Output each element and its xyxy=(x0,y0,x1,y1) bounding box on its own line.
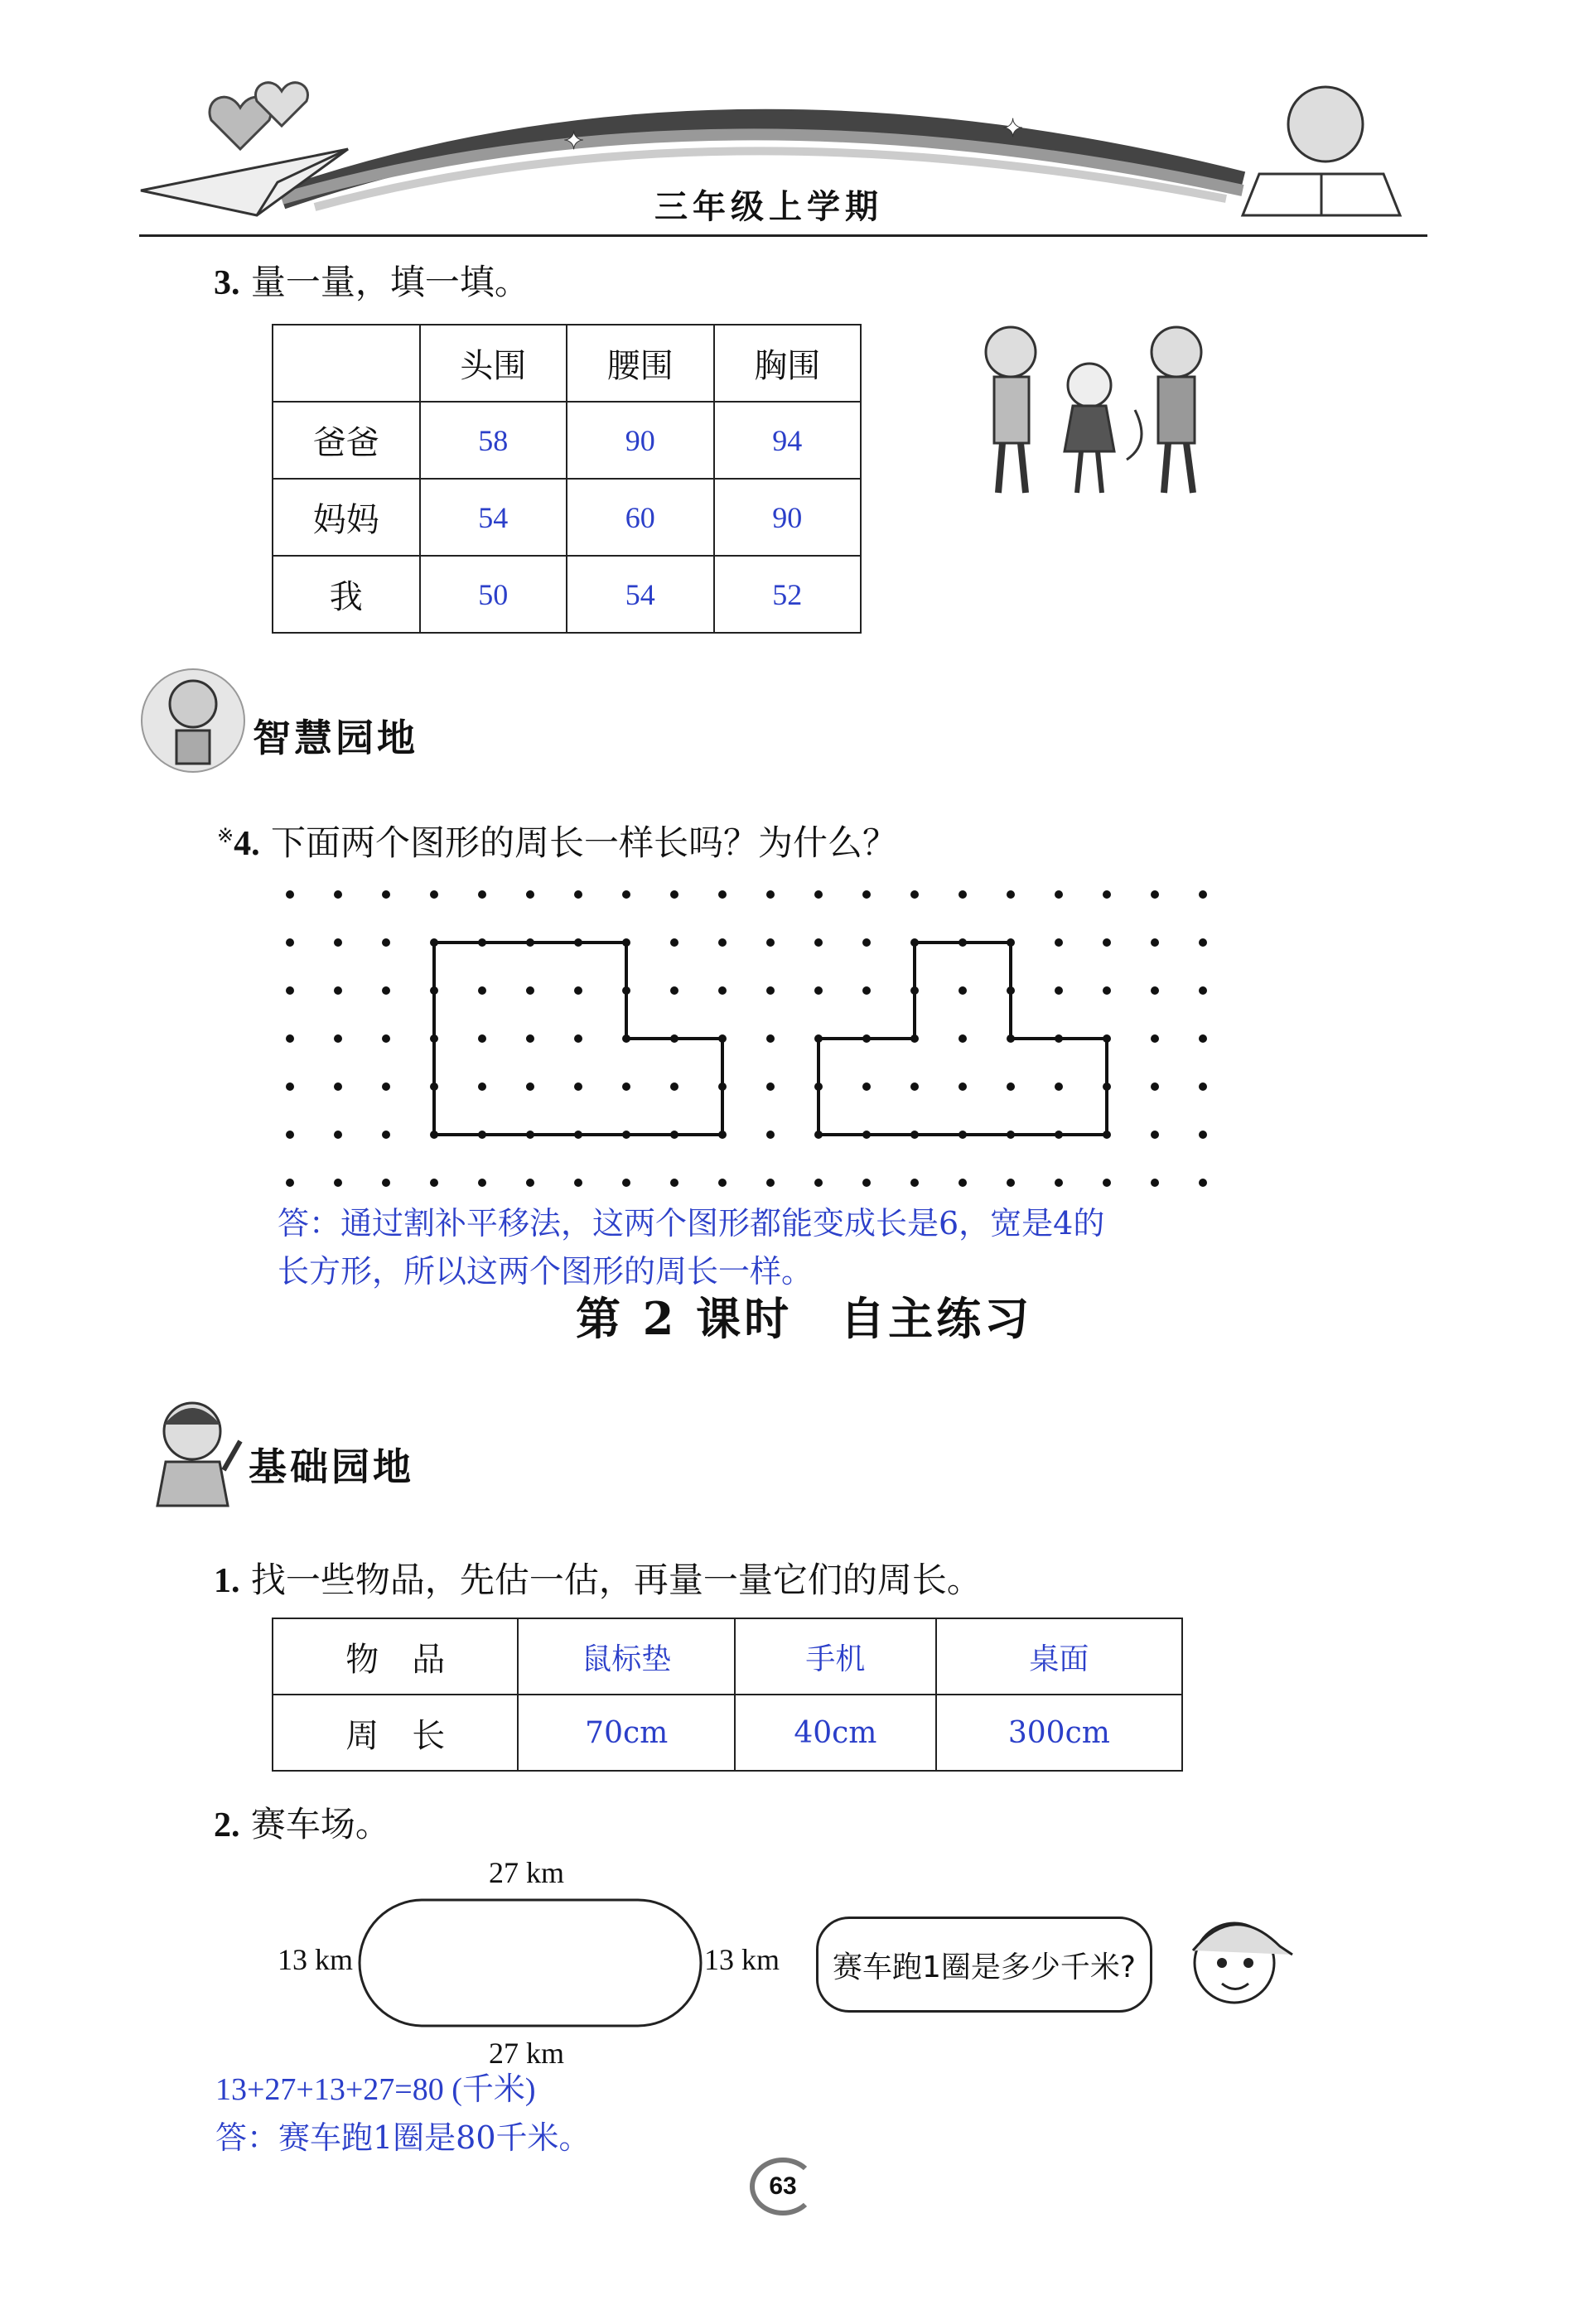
table-row xyxy=(273,1695,1182,1771)
grid-dot xyxy=(334,1082,342,1091)
question-number: 2. xyxy=(214,1806,240,1844)
table-header-cell: 腰围 xyxy=(567,325,714,402)
grid-dot xyxy=(670,890,678,899)
table-header-cell: 胸围 xyxy=(714,325,862,402)
table-row xyxy=(273,556,861,633)
grid-dot xyxy=(718,938,727,947)
grid-dot xyxy=(718,890,727,899)
track-top-length: 27 km xyxy=(489,1856,565,1889)
speech-bubble: 赛车跑1圈是多少千米? xyxy=(816,1917,1152,2013)
grid-dot xyxy=(574,1179,582,1187)
grid-dot xyxy=(1199,986,1207,995)
grid-dot xyxy=(1151,1131,1159,1139)
grid-dot xyxy=(622,1082,630,1091)
grid-dot xyxy=(1151,1179,1159,1187)
grid-dot xyxy=(1055,938,1063,947)
grid-dot xyxy=(910,1179,919,1187)
grid-dot xyxy=(862,1082,871,1091)
question-text: 找一些物品，先估一估，再量一量它们的周长。 xyxy=(250,1560,982,1600)
grid-dot xyxy=(286,986,294,995)
svg-text:✦: ✦ xyxy=(563,127,585,156)
table-row xyxy=(273,479,861,556)
grid-dot xyxy=(382,938,390,947)
grid-dot xyxy=(1055,1082,1063,1091)
grid-dot xyxy=(862,938,871,947)
grid-dot xyxy=(382,1034,390,1043)
question-4 xyxy=(217,816,897,865)
grid-dot xyxy=(478,1082,486,1091)
grid-dot xyxy=(766,1131,775,1139)
grid-dot xyxy=(334,986,342,995)
grid-dot xyxy=(766,1034,775,1043)
header-rule xyxy=(139,234,1427,237)
grid-dot xyxy=(526,890,534,899)
grid-dot xyxy=(526,1082,534,1091)
grid-dot xyxy=(814,890,823,899)
grid-dot xyxy=(382,1179,390,1187)
track-right-length: 13 km xyxy=(704,1943,780,1976)
grid-dot xyxy=(670,986,678,995)
grid-dot xyxy=(1199,1082,1207,1091)
question-number: 4. xyxy=(234,825,260,863)
grid-dot xyxy=(430,1179,438,1187)
grid-dot xyxy=(959,1082,967,1091)
table-row xyxy=(273,1618,1182,1695)
grid-dot xyxy=(910,890,919,899)
measurement-table xyxy=(272,324,862,634)
lesson-title: 第 2 课时 自主练习 xyxy=(576,1292,1033,1345)
grid-dot xyxy=(814,986,823,995)
grid-dot xyxy=(862,1179,871,1187)
grid-dot xyxy=(1103,890,1111,899)
grid-dot xyxy=(622,1179,630,1187)
grid-dot xyxy=(1151,1082,1159,1091)
track-left-length: 13 km xyxy=(278,1943,354,1976)
grid-dot xyxy=(574,986,582,995)
grid-dot xyxy=(478,890,486,899)
grid-dot xyxy=(382,890,390,899)
table-cell: 54 xyxy=(567,556,714,633)
grid-dot xyxy=(1007,1082,1015,1091)
answer-line: 答：通过割补平移法，这两个图形都能变成长是6，宽是4的 xyxy=(278,1205,1105,1242)
row-label: 周 长 xyxy=(273,1695,518,1771)
grid-dot xyxy=(286,938,294,947)
grid-dot xyxy=(670,938,678,947)
grid-dot xyxy=(286,1082,294,1091)
girl-waving-icon xyxy=(141,1391,249,1507)
grid-dot xyxy=(382,1131,390,1139)
grid-dot xyxy=(718,986,727,995)
grid-dot xyxy=(526,1179,534,1187)
table-cell: 鼠标垫 xyxy=(518,1618,735,1695)
table-cell: 54 xyxy=(420,479,567,556)
grid-dot xyxy=(1055,890,1063,899)
row-label: 爸爸 xyxy=(273,402,420,479)
grid-dot xyxy=(862,986,871,995)
grid-dot xyxy=(286,1179,294,1187)
grid-dot xyxy=(334,1131,342,1139)
grid-dot xyxy=(959,1179,967,1187)
grid-dot xyxy=(910,1082,919,1091)
page-number xyxy=(750,2158,816,2216)
grid-dot xyxy=(766,1082,775,1091)
svg-text:✦: ✦ xyxy=(1002,114,1024,143)
table-cell: 50 xyxy=(420,556,567,633)
grid-dot xyxy=(334,1179,342,1187)
grid-dot xyxy=(1007,1179,1015,1187)
grid-dot xyxy=(1055,986,1063,995)
grid-dot xyxy=(766,890,775,899)
table-cell: 90 xyxy=(714,479,862,556)
grid-dot xyxy=(526,986,534,995)
grid-dot xyxy=(286,1131,294,1139)
table-header-cell: 头围 xyxy=(420,325,567,402)
grid-dot xyxy=(1103,938,1111,947)
grid-dot xyxy=(1103,986,1111,995)
table-cell: 手机 xyxy=(735,1618,936,1695)
table-cell: 桌面 xyxy=(936,1618,1182,1695)
row-label: 物 品 xyxy=(273,1618,518,1695)
question-text: 赛车场。 xyxy=(250,1804,390,1844)
grid-dot xyxy=(959,890,967,899)
table-cell: 300cm xyxy=(936,1695,1182,1771)
grid-dot xyxy=(718,1179,727,1187)
track-bottom-length: 27 km xyxy=(489,2037,565,2070)
grid-dot xyxy=(1151,986,1159,995)
grid-dot xyxy=(766,1179,775,1187)
table-cell: 58 xyxy=(420,402,567,479)
perimeter-table xyxy=(272,1618,1183,1772)
grid-dot xyxy=(959,1034,967,1043)
grid-dot xyxy=(1103,1179,1111,1187)
grid-dot xyxy=(1199,1179,1207,1187)
grid-dot xyxy=(286,1034,294,1043)
boy-reading-icon xyxy=(139,663,247,779)
grid-dot xyxy=(1151,890,1159,899)
grid-dot xyxy=(814,938,823,947)
grid-dot xyxy=(1199,1131,1207,1139)
family-illustration xyxy=(961,319,1243,509)
grid-dot xyxy=(1151,938,1159,947)
race-track-shape xyxy=(356,1897,704,2029)
grid-dot xyxy=(862,890,871,899)
table-header-cell xyxy=(273,325,420,402)
q4-answer xyxy=(278,1199,1104,1295)
grid-dot xyxy=(670,1179,678,1187)
grid-dot xyxy=(574,1034,582,1043)
table-cell: 40cm xyxy=(735,1695,936,1771)
question-2 xyxy=(214,1797,390,1847)
grid-dot xyxy=(766,938,775,947)
grid-dot xyxy=(1151,1034,1159,1043)
table-row xyxy=(273,402,861,479)
question-number: 1. xyxy=(214,1562,240,1600)
question-number: 3. xyxy=(214,264,240,302)
grid-dot xyxy=(382,986,390,995)
grid-dot xyxy=(334,938,342,947)
answer-line: 长方形，所以这两个图形的周长一样。 xyxy=(278,1253,814,1290)
page-number-ring-icon xyxy=(750,2158,816,2216)
grid-dot xyxy=(670,1082,678,1091)
question-text: 下面两个图形的周长一样长吗？为什么？ xyxy=(270,822,897,863)
grid-dot xyxy=(574,1082,582,1091)
grid-dot xyxy=(382,1082,390,1091)
grid-dot xyxy=(1199,1034,1207,1043)
section-title-wisdom: 智慧园地 xyxy=(253,716,418,760)
grid-dot xyxy=(766,986,775,995)
boy-with-cap-icon xyxy=(1172,1905,1297,2013)
grid-dot xyxy=(1199,938,1207,947)
grid-dot xyxy=(1007,890,1015,899)
question-text: 量一量，填一填。 xyxy=(250,262,529,302)
answer-line: 答：赛车跑1圈是80千米。 xyxy=(215,2119,591,2156)
grid-dot xyxy=(478,986,486,995)
grid-dot xyxy=(334,1034,342,1043)
grid-dot xyxy=(430,890,438,899)
page-number-text: 63 xyxy=(769,2172,797,2200)
grid-dot xyxy=(526,1034,534,1043)
table-cell: 94 xyxy=(714,402,862,479)
question-1 xyxy=(214,1553,982,1603)
section-title-basic: 基础园地 xyxy=(249,1444,414,1489)
table-cell: 90 xyxy=(567,402,714,479)
grid-dot xyxy=(334,890,342,899)
q2-answer xyxy=(215,2066,591,2162)
answer-line: 13+27+13+27=80 (千米) xyxy=(215,2072,536,2107)
grade-title: 三年级上学期 xyxy=(654,188,883,226)
table-cell: 60 xyxy=(567,479,714,556)
row-label: 妈妈 xyxy=(273,479,420,556)
grid-dot xyxy=(286,890,294,899)
grid-dot xyxy=(478,1034,486,1043)
grid-dot xyxy=(1055,1179,1063,1187)
dot-grid-figures xyxy=(273,878,1226,1193)
grid-dot xyxy=(574,890,582,899)
optional-mark: ※ xyxy=(217,824,234,847)
grid-dot xyxy=(622,890,630,899)
table-header-row xyxy=(273,325,861,402)
grid-dot xyxy=(478,1179,486,1187)
question-3 xyxy=(214,255,529,305)
table-cell: 70cm xyxy=(518,1695,735,1771)
grid-dot xyxy=(814,1179,823,1187)
row-label: 我 xyxy=(273,556,420,633)
grid-dot xyxy=(959,986,967,995)
table-cell: 52 xyxy=(714,556,862,633)
grid-dot xyxy=(1199,890,1207,899)
